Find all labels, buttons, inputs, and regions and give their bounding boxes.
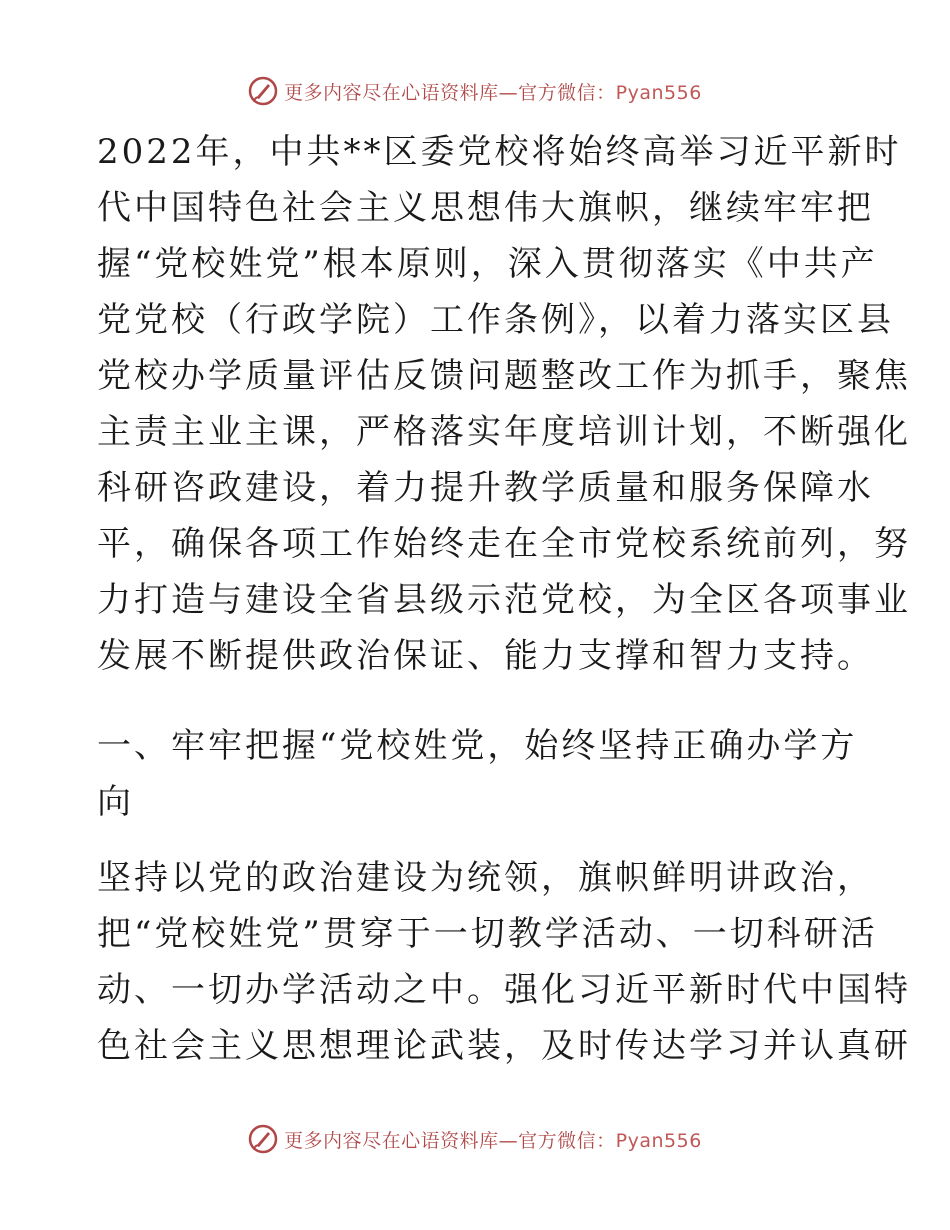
text-line: 握“党校姓党”根本原则，深入贯彻落实《中共产 xyxy=(97,244,878,284)
text-line: 2022年，中共**区委党校将始终高举习近平新时 xyxy=(97,132,902,172)
text-line: 平，确保各项工作始终走在全市党校系统前列，努 xyxy=(97,524,911,564)
feather-pen-logo-icon xyxy=(248,1124,278,1154)
text-line: 主责主业主课，严格落实年度培训计划，不断强化 xyxy=(97,412,911,452)
text-line: 色社会主义思想理论武装，及时传达学习并认真研 xyxy=(97,1026,911,1066)
text-line: 代中国特色社会主义思想伟大旗帜，继续牢牢把 xyxy=(97,188,874,228)
footer-watermark xyxy=(0,1122,950,1156)
text-line: 把“党校姓党”贯穿于一切教学活动、一切科研活 xyxy=(97,914,878,954)
text-line: 党党校（行政学院）工作条例》，以着力落实区县 xyxy=(97,300,894,340)
watermark-wechat-id: Pyan556 xyxy=(615,81,702,104)
text-line: 坚持以党的政治建设为统领，旗帜鲜明讲政治， xyxy=(97,858,874,898)
text-line: 发展不断提供政治保证、能力支撑和智力支持。 xyxy=(97,636,874,676)
watermark-text: 更多内容尽在心语资料库—官方微信：Pyan556 xyxy=(284,1129,702,1152)
section-heading: 一、牢牢把握“党校姓党，始终坚持正确办学方 xyxy=(97,726,858,766)
text-line: 科研咨政建设，着力提升教学质量和服务保障水 xyxy=(97,468,874,508)
text-line: 力打造与建设全省县级示范党校，为全区各项事业 xyxy=(97,580,911,620)
header-watermark xyxy=(0,74,950,108)
feather-pen-logo-icon xyxy=(248,76,278,106)
text-line: 党校办学质量评估反馈问题整改工作为抓手，聚焦 xyxy=(97,356,911,396)
text-line: 动、一切办学活动之中。强化习近平新时代中国特 xyxy=(97,970,911,1010)
section-heading-cont: 向 xyxy=(97,782,134,822)
watermark-wechat-id: Pyan556 xyxy=(615,1129,702,1152)
watermark-text: 更多内容尽在心语资料库—官方微信：Pyan556 xyxy=(284,81,702,104)
